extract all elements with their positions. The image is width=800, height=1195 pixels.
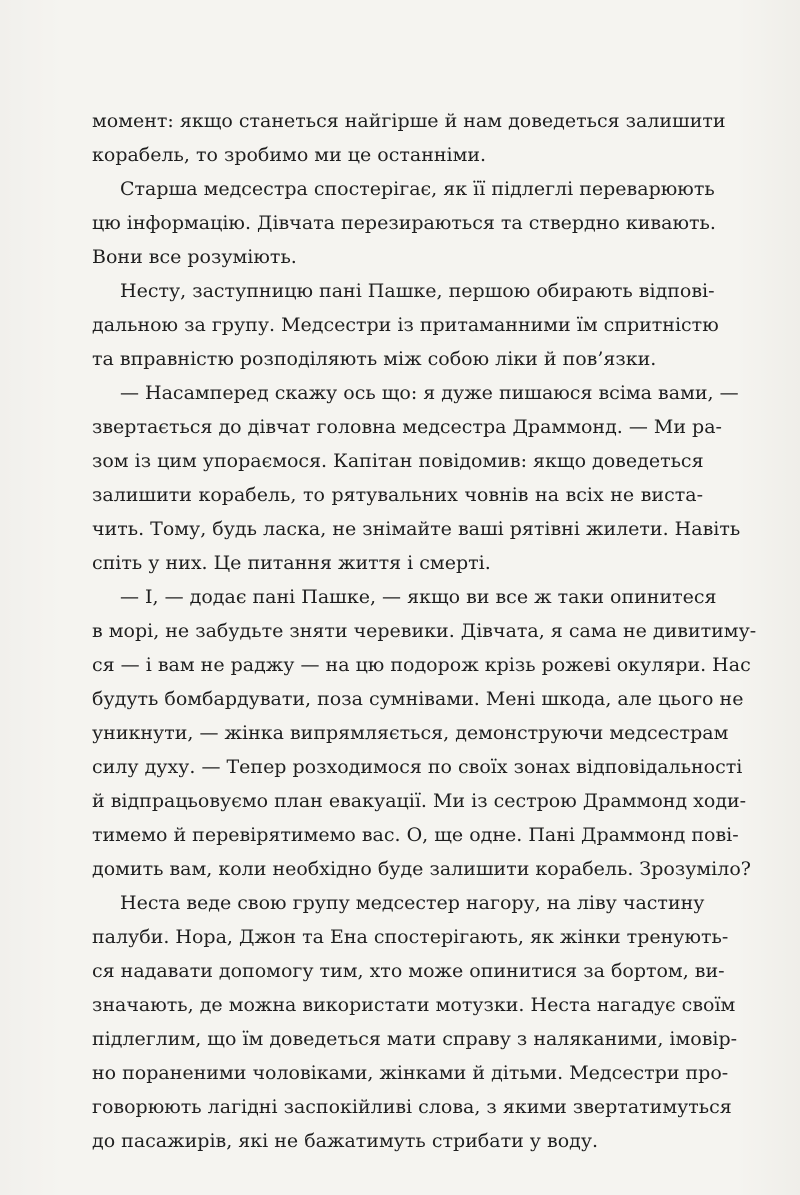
text-line-5: Вони все розуміють. bbox=[92, 246, 297, 268]
text-line-24: Неста веде свою групу медсестер нагору, на ліву частину bbox=[120, 892, 705, 914]
text-line-26: ся надавати допомогу тим, хто може опинитися за бортом, ви- bbox=[92, 960, 725, 982]
text-line-8: та вправністю розподіляють між собою ліки й пов’язки. bbox=[92, 348, 657, 370]
text-line-18: будуть бомбардувати, поза сумнівами. Мені шкода, але цього не bbox=[92, 688, 744, 710]
text-line-15: — І, — додає пані Пашке, — якщо ви все ж таки опинитеся bbox=[120, 586, 717, 608]
text-line-30: говорюють лагідні заспокійливі слова, з якими звертатимуться bbox=[92, 1096, 732, 1118]
text-line-2: корабель, то зробимо ми це останніми. bbox=[92, 144, 487, 166]
text-line-21: й відпрацьовуємо план евакуації. Ми із сестрою Драммонд ходи- bbox=[92, 790, 747, 812]
text-line-3: Старша медсестра спостерігає, як її підлеглі переварюють bbox=[120, 178, 715, 200]
text-line-4: цю інформацію. Дівчата перезираються та ствердно кивають. bbox=[92, 212, 716, 234]
text-line-11: зом із цим упораємося. Капітан повідомив: якщо доведеться bbox=[92, 450, 704, 472]
text-line-1: момент: якщо станеться найгірше й нам доведеться залишити bbox=[92, 110, 726, 132]
text-line-27: значають, де можна використати мотузки. Неста нагадує своїм bbox=[92, 994, 736, 1016]
text-line-14: спіть у них. Це питання життя і смерті. bbox=[92, 552, 491, 574]
text-line-31: до пасажирів, які не бажатимуть стрибати у воду. bbox=[92, 1130, 599, 1152]
text-line-6: Несту, заступницю пані Пашке, першою обирають відпові- bbox=[120, 280, 715, 302]
text-line-9: — Насамперед скажу ось що: я дуже пишаюся всіма вами, — bbox=[120, 382, 739, 404]
text-line-25: палуби. Нора, Джон та Ена спостерігають, як жінки тренують- bbox=[92, 926, 729, 948]
text-line-23: домить вам, коли необхідно буде залишити корабель. Зрозуміло? bbox=[92, 858, 751, 880]
text-line-17: ся — і вам не раджу — на цю подорож крізь рожеві окуляри. Нас bbox=[92, 654, 751, 676]
text-line-10: звертається до дівчат головна медсестра Драммонд. — Ми ра- bbox=[92, 416, 722, 438]
text-line-29: но пораненими чоловіками, жінками й дітьми. Медсестри про- bbox=[92, 1062, 729, 1084]
text-line-19: уникнути, — жінка випрямляється, демонструючи медсестрам bbox=[92, 722, 729, 744]
text-line-16: в морі, не забудьте зняти черевики. Дівчата, я сама не дивитиму- bbox=[92, 620, 757, 642]
text-line-22: тимемо й перевірятимемо вас. О, ще одне. Пані Драммонд пові- bbox=[92, 824, 739, 846]
text-line-13: чить. Тому, будь ласка, не знімайте ваші рятівні жилети. Навіть bbox=[92, 518, 741, 540]
text-line-28: підлеглим, що їм доведеться мати справу з наляканими, імовір- bbox=[92, 1028, 738, 1050]
text-line-7: дальною за групу. Медсестри із притаманними їм спритністю bbox=[92, 314, 719, 336]
text-line-12: залишити корабель, то рятувальних човнів на всіх не вистa- bbox=[92, 484, 703, 506]
text-line-20: силу духу. — Тепер розходимося по своїх зонах відповідальності bbox=[92, 756, 743, 778]
